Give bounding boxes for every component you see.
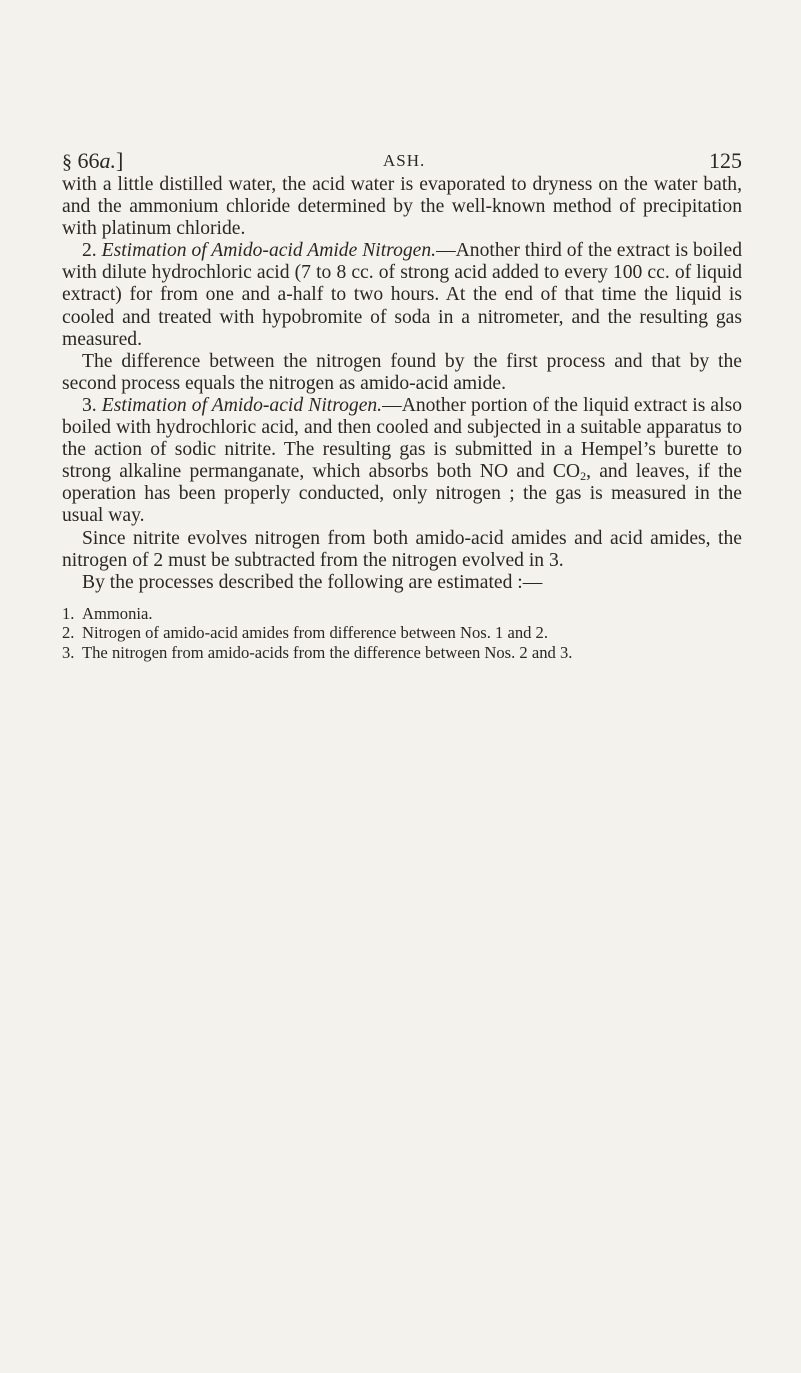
section-reference bbox=[62, 148, 123, 174]
page-body bbox=[62, 174, 742, 662]
list-item bbox=[62, 623, 742, 642]
list-item bbox=[62, 643, 742, 662]
paragraph-difference: The difference between the nitrogen found by the first process and that by the second process equals the nitrogen as amido-acid amide. bbox=[62, 350, 742, 394]
list-number: 2. bbox=[62, 623, 75, 643]
list-number: 3. bbox=[62, 642, 75, 662]
section-number: 66 bbox=[77, 148, 100, 173]
section-heading: Estimation of Amido-acid Nitrogen. bbox=[101, 394, 383, 416]
section-symbol: § bbox=[62, 151, 72, 173]
paragraph-amide-nitrogen bbox=[62, 240, 742, 350]
paragraph-text: —Another portion of the liquid extract is also boiled with hydrochloric acid, and then cooled and subjected in a suitable apparatus to the action of sodic nitrite. The resulting gas is submitted in a Hempel’s burette to strong alkaline permanganate, which absorbs both NO and CO bbox=[62, 394, 742, 483]
list-text: The nitrogen from amido-acids from the difference between Nos. 2 and 3. bbox=[82, 642, 573, 662]
list-text: Nitrogen of amido-acid amides from difference between Nos. 1 and 2. bbox=[82, 623, 549, 643]
list-number: 1. bbox=[62, 603, 75, 623]
paragraph-nitrite: Since nitrite evolves nitrogen from both amido-acid amides and acid amides, the nitrogen of 2 must be subtracted from the nitrogen evolved in 3. bbox=[62, 527, 742, 571]
paragraph-summary-intro: By the processes described the following are estimated :— bbox=[82, 571, 543, 593]
section-heading: Estimation of Amido-acid Amide Nitrogen. bbox=[101, 240, 437, 262]
section-letter: a. bbox=[99, 148, 116, 173]
page-number: 125 bbox=[709, 148, 742, 173]
running-header bbox=[62, 148, 742, 176]
running-title: ASH. bbox=[383, 151, 426, 170]
subscript: 2 bbox=[580, 469, 587, 484]
estimates-list bbox=[62, 604, 742, 662]
paragraph-amido-nitrogen bbox=[62, 395, 742, 528]
section-bracket: ] bbox=[116, 148, 124, 173]
list-text: Ammonia. bbox=[82, 603, 153, 623]
item-number: 3. bbox=[82, 394, 102, 416]
item-number: 2. bbox=[82, 240, 102, 262]
paragraph-text: , and leaves, if the operation has been properly conducted, only nitrogen ; the gas is measured in the usual way. bbox=[62, 461, 743, 527]
paragraph-text: —Another third of the extract is boiled with dilute hydrochloric acid (7 to 8 cc. of strong acid added to every 100 cc. of liquid extract) for from one and a-half to two hours. At the end of that time the liquid is cooled and treated with hypobromite of soda in a nitrometer, and the resulting gas measured. bbox=[62, 240, 742, 350]
list-item bbox=[62, 604, 742, 623]
paragraph-continuation: with a little distilled water, the acid water is evaporated to dryness on the water bath, and the ammonium chloride determined by the well-known method of precipitation with platinum chloride. bbox=[62, 174, 742, 240]
